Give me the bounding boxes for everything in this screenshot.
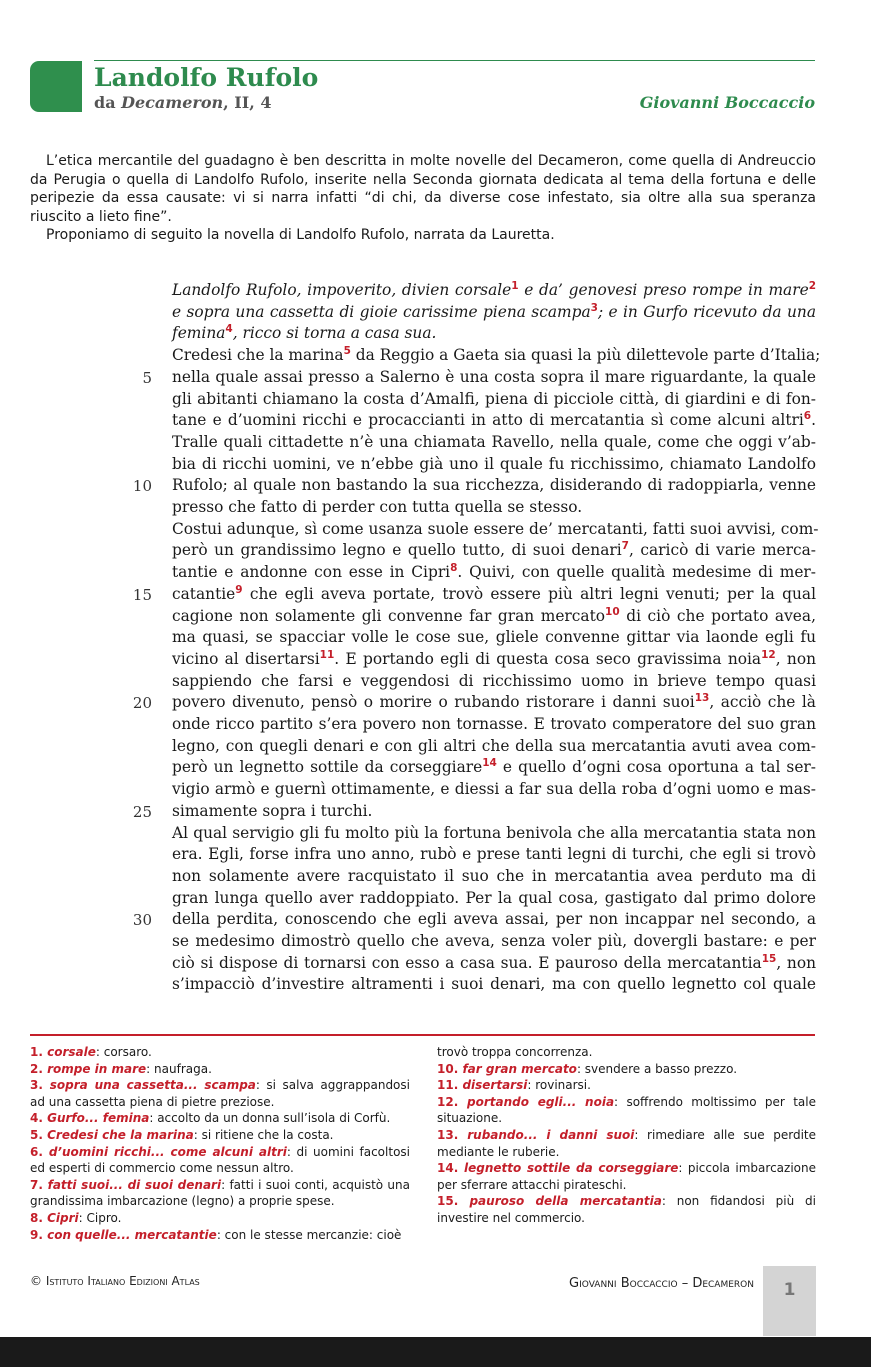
text-segment: povero divenuto, pensò o morire o rubando ristorare i danni suoi (172, 693, 695, 712)
text-line (172, 779, 816, 800)
text-line (172, 692, 816, 713)
footnote-ref[interactable]: 7 (621, 540, 629, 553)
footnote-ref[interactable]: 15 (761, 952, 777, 965)
text-segment: tane e d’uomini ricchi e procaccianti in atto di mercatantia sì come alcuni altri (172, 411, 804, 430)
footnote-number: 10. (437, 1061, 463, 1076)
footnote (437, 1094, 816, 1127)
footnotes-left (30, 1044, 410, 1243)
footnote (30, 1061, 410, 1078)
text-line (172, 757, 816, 778)
text-segment: , acciò che là (709, 693, 816, 712)
text-segment: catantie (172, 584, 236, 603)
footnote-number: 2. (30, 1061, 48, 1076)
line-number: 15 (132, 585, 152, 604)
text-line (172, 866, 816, 887)
text-segment: tantie e andonne con esse in Cipri (172, 563, 451, 582)
footnote-term: legnetto sottile da corseggiare (464, 1161, 679, 1176)
footnotes-right (437, 1044, 816, 1227)
publisher-credit: © Istituto Italiano Edizioni Atlas (30, 1274, 200, 1288)
footnote-term: corsale (47, 1045, 96, 1059)
rubric-line (172, 323, 816, 344)
footnote-number: 12. (437, 1094, 467, 1109)
text-line (172, 931, 816, 952)
line-number: 10 (132, 477, 152, 496)
footnote-ref[interactable]: 1 (511, 280, 519, 292)
subtitle-suffix: , II, 4 (223, 93, 272, 112)
text-segment: gran lunga quello aver raddoppiato. Per la qual cosa, gastigato dal primo dolore (172, 888, 816, 907)
footnote-ref[interactable]: 13 (694, 692, 710, 705)
text-segment: Al qual servigio gli fu molto più la fortuna benivola che alla mercatantia stata non (172, 823, 816, 842)
text-segment: che egli aveva portate, trovò essere più altri legni venuti; per la qual (242, 584, 816, 603)
footnote-gloss: : rimediare alle sue perdite mediante le ruberie. (437, 1127, 816, 1159)
text-segment: ma quasi, se spacciar volle le cose sue, gliele convenne gittar via laonde egli fu (172, 628, 816, 647)
text-segment: vicino al disertarsi (172, 649, 320, 668)
text-line (172, 909, 816, 930)
text-segment: della perdita, conoscendo che egli aveva assai, per non incappar nel secondo, a (172, 910, 816, 929)
footnote-term: Credesi che la marina (47, 1127, 194, 1142)
text-segment: , non (776, 953, 816, 972)
text-segment: ciò si dispose di tornarsi con esso a casa sua. E pauroso della mercatantia (172, 953, 762, 972)
text-line (172, 410, 816, 431)
notes-rule (30, 1034, 815, 1036)
footnote-gloss: : di uomini facoltosi ed esperti di commercio come nessun altro. (30, 1144, 410, 1176)
line-number: 30 (132, 911, 152, 930)
text-segment: Costui adunque, sì come usanza suole essere de’ mercatanti, fatti suoi avvisi, com- (172, 519, 819, 538)
footnote-gloss: : soffrendo moltissimo per tale situazione. (437, 1094, 817, 1126)
text-line (172, 432, 816, 453)
text-segment: però un legnetto sottile da corseggiare (172, 758, 483, 777)
footnote-term: d’uomini ricchi... come alcuni altri (48, 1144, 287, 1159)
text-line (172, 519, 819, 540)
text-line (172, 801, 816, 822)
text-segment: femina (172, 324, 226, 343)
subtitle-prefix: da (94, 93, 122, 112)
text-segment: e sopra una cassetta di gioie carissime piena scampa (172, 302, 591, 321)
footnote-gloss: : Cipro. (78, 1210, 122, 1225)
text-line (172, 606, 816, 627)
footnote-gloss: : con le stesse mercanzie: cioè (216, 1227, 402, 1242)
footnote-ref[interactable]: 6 (803, 410, 812, 423)
subtitle-work: Decameron (121, 93, 224, 112)
footnote-term: pauroso della mercatantia (469, 1194, 662, 1209)
footnote (30, 1144, 410, 1177)
text-segment: non solamente avere racquistato il suo che in mercatantia avea perduto ma di (172, 866, 816, 885)
footnote-number: 4. (30, 1111, 48, 1126)
footnote (437, 1127, 816, 1160)
text-line (172, 953, 816, 974)
footnote (30, 1110, 410, 1127)
text-segment: però un grandissimo legno e quello tutto, di suoi denari (172, 541, 622, 560)
text-segment: s’impacciò d’investire altramenti i suoi denari, ma con quello legnetto col quale (172, 975, 816, 994)
footnote-term: far gran mercato (462, 1061, 577, 1076)
footnote (30, 1077, 410, 1110)
footnote-number: 1. (30, 1045, 48, 1059)
text-line (172, 974, 816, 995)
footnote-ref[interactable]: 11 (319, 648, 335, 661)
footnote-ref[interactable]: 8 (450, 562, 458, 575)
footnote (30, 1210, 410, 1227)
footnote-gloss: : piccola imbarcazione per sferrare attacchi pirateschi. (437, 1161, 816, 1192)
footnote (30, 1227, 410, 1244)
text-segment: Tralle quali cittadette n’è una chiamata Ravello, nella quale, come che oggi v’ab- (172, 432, 816, 451)
text-line (172, 389, 816, 410)
text-segment: , ricco si torna a casa sua. (232, 324, 437, 343)
footnote-ref[interactable]: 3 (590, 301, 598, 314)
rubric-line (172, 302, 816, 323)
footnote-term: portando egli... noia (467, 1094, 615, 1109)
text-line (172, 844, 816, 865)
text-segment: Credesi che la marina (172, 346, 344, 365)
bottom-bar (0, 1337, 871, 1367)
page-subtitle (94, 93, 272, 112)
text-line (172, 584, 816, 605)
text-line (172, 888, 816, 909)
text-line (172, 345, 821, 366)
footnote-ref[interactable]: 12 (761, 648, 776, 661)
intro-paragraph-1: L’etica mercantile del guadagno è ben descritta in molte novelle del Decameron, come quella di Andreuccio da Perugia o quella di Landolfo Rufolo, inserite nella Seconda giornata dedicata al tema della fortuna e delle peripezie da essa causate: vi si narra infatti “di chi, da diverse cose infestato, sia oltre alla sua speranza riuscito a lieto fine”. (30, 153, 816, 225)
text-segment: . (811, 411, 816, 430)
text-segment: , caricò di varie merca- (628, 541, 817, 560)
author-name: Giovanni Boccaccio (639, 93, 815, 112)
text-segment: era. Egli, forse infra uno anno, rubò e prese tanti legni di turchi, che egli si trovò (172, 845, 816, 864)
text-line (172, 714, 816, 735)
footnote-number: 5. (30, 1127, 48, 1142)
footnote-number: 9. (30, 1227, 48, 1242)
text-segment: Rufolo; al quale non bastando la sua ricchezza, disiderando di radoppiarla, venne (172, 476, 816, 495)
text-line (172, 540, 816, 561)
text-segment: sappiendo che farsi e veggendosi di ricchissimo uomo in brieve tempo quasi (172, 671, 816, 690)
text-line (172, 649, 816, 670)
text-segment: bia di ricchi uomini, ve n’ebbe già uno il quale fu ricchissimo, chiamato Landolfo (172, 454, 816, 473)
footnote-gloss: : non fidandosi più di investire nel commercio. (437, 1194, 816, 1225)
text-segment: e quello d’ogni cosa oportuna a tal ser- (496, 758, 816, 777)
footnote-term: rompe in mare (47, 1061, 147, 1076)
running-title: Giovanni Boccaccio – Decameron (569, 1276, 754, 1291)
rubric-line (172, 280, 816, 301)
footnote-gloss: trovò troppa concorrenza. (437, 1045, 593, 1059)
footnote-gloss: : corsaro. (95, 1045, 152, 1059)
footnote-number: 11. (437, 1078, 463, 1093)
chapter-tab (30, 61, 82, 112)
footnote-ref[interactable]: 2 (808, 280, 817, 292)
intro-paragraph-2: Proponiamo di seguito la novella di Landolfo Rufolo, narrata da Lauretta. (46, 227, 555, 243)
footnote-term: Cipri (47, 1210, 79, 1225)
text-line (172, 562, 816, 583)
line-number: 5 (142, 368, 152, 387)
text-segment: legno, con quegli denari e con gli altri che della sua mercatantia avuti avea com- (172, 736, 816, 755)
text-segment: nella quale assai presso a Salerno è una costa sopra il mare riguardante, la quale (172, 367, 816, 386)
text-segment: di ciò che portato avea, (619, 606, 816, 625)
text-line (172, 454, 816, 475)
text-segment: e da’ genovesi preso rompe in mare (518, 281, 809, 299)
text-line (172, 497, 816, 518)
text-line (172, 475, 816, 496)
footnote-gloss: : si salva aggrappandosi ad una cassetta piena di pietre preziose. (30, 1078, 410, 1109)
footnote (30, 1044, 410, 1061)
footnote-number: 14. (437, 1161, 465, 1176)
text-segment: , non (775, 649, 816, 668)
text-segment: onde ricco partito s’era povero non tornasse. E trovato comperatore del suo gran (172, 715, 816, 733)
footnote-number: 8. (30, 1210, 48, 1225)
text-line (172, 671, 816, 692)
text-segment: vigio armò e guernì ottimamente, e diessi a far sua della roba d’ogni uomo e mas- (172, 780, 816, 799)
footnote-number: 7. (30, 1177, 48, 1192)
text-segment: ; e in Gurfo ricevuto da una (597, 302, 816, 321)
text-line (172, 736, 816, 757)
text-line (172, 627, 816, 648)
footnote-ref[interactable]: 10 (605, 605, 620, 618)
footnote-term: sopra una cassetta... scampa (49, 1078, 256, 1093)
footnote-ref[interactable]: 14 (482, 757, 497, 770)
footnote (437, 1044, 816, 1061)
footnote (30, 1177, 410, 1210)
text-segment: gli abitanti chiamano la costa d’Amalfi, piena di picciole città, di giardini e di fon- (172, 389, 816, 408)
footnote-gloss: : fatti i suoi conti, acquistò una grandissima imbarcazione (legno) a proprie spese. (30, 1177, 410, 1209)
footnote-number: 15. (437, 1194, 470, 1209)
text-line (172, 823, 816, 844)
footnote-gloss: : svendere a basso prezzo. (576, 1061, 738, 1076)
text-segment: Landolfo Rufolo, impoverito, divien corsale (172, 281, 512, 299)
footnote-term: rubando... i danni suoi (467, 1127, 635, 1142)
text-segment: presso che fatto di perder con tutta quella se stesso. (172, 498, 583, 516)
text-segment: se medesimo dimostrò quello che aveva, senza voler più, dovergli bastare: e per (172, 932, 816, 950)
footnote-term: Gurfo... femina (47, 1111, 150, 1126)
page-title: Landolfo Rufolo (94, 63, 319, 92)
footnote (437, 1193, 816, 1226)
text-segment: simamente sopra i turchi. (172, 801, 373, 820)
text-segment: . Quivi, con quelle qualità medesime di mer- (457, 563, 816, 582)
footnote-ref[interactable]: 9 (235, 583, 243, 596)
footnote-ref[interactable]: 5 (343, 345, 351, 358)
header-rule (94, 60, 815, 61)
footnote-gloss: : naufraga. (146, 1061, 212, 1076)
text-segment: da Reggio a Gaeta sia quasi la più dilettevole parte d’Italia; (350, 346, 821, 365)
footnote-term: disertarsi (462, 1078, 528, 1093)
footnote (437, 1077, 816, 1094)
footnote-number: 13. (437, 1127, 468, 1142)
line-number: 25 (132, 802, 152, 821)
footnote (437, 1160, 816, 1193)
footnote-gloss: : accolto da un donna sull’isola di Corfù. (149, 1111, 391, 1126)
line-number: 20 (132, 694, 152, 713)
footnote-term: fatti suoi... di suoi denari (47, 1177, 222, 1192)
footnote-term: con quelle... mercatantie (47, 1227, 217, 1242)
page-number: 1 (783, 1280, 796, 1300)
text-segment: . E portando egli di questa cosa seco gravissima noia (334, 649, 762, 668)
footnote-number: 6. (30, 1144, 49, 1159)
footnote-gloss: : rovinarsi. (527, 1078, 591, 1093)
footnote (437, 1061, 816, 1078)
page-number-box (763, 1266, 816, 1336)
footnote-number: 3. (30, 1078, 50, 1093)
footnote-ref[interactable]: 4 (225, 323, 233, 336)
footnote (30, 1127, 410, 1144)
intro-text (30, 152, 816, 245)
footnote-gloss: : si ritiene che la costa. (193, 1127, 334, 1142)
text-segment: cagione non solamente gli convenne far gran mercato (172, 606, 606, 625)
text-line (172, 367, 816, 388)
